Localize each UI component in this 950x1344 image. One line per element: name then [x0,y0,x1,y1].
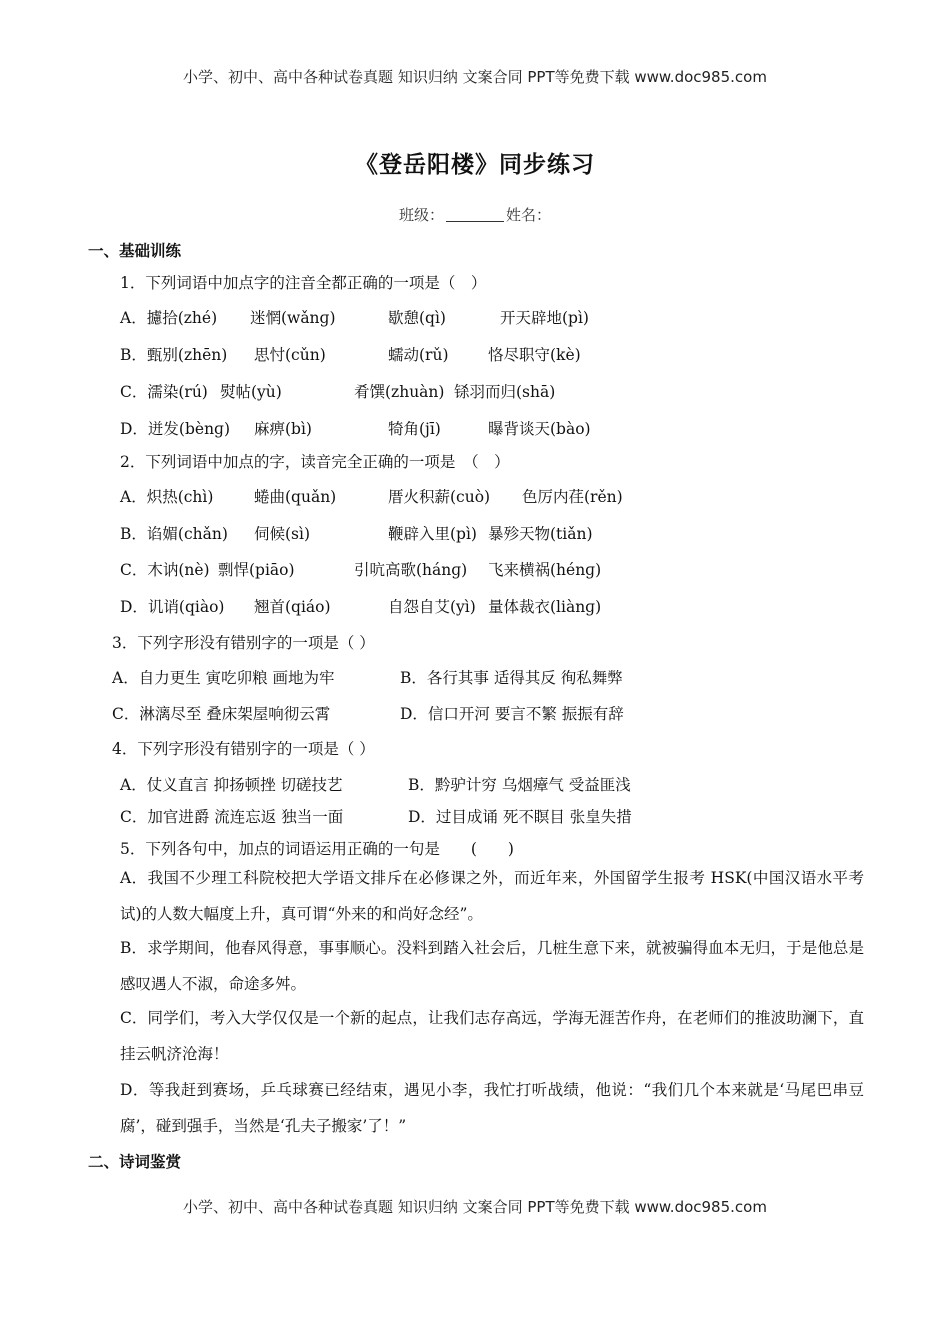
question-5-option-d: D．等我赶到赛场，乒乓球赛已经结束，遇见小李，我忙打听战绩，他说：“我们几个本来就是‘马尾巴串豆腐’，碰到强手，当然是‘孔夫子搬家’了！” [120,1081,864,1135]
page-header: 小学、初中、高中各种试卷真题 知识归纳 文案合同 PPT等免费下载 www.doc985.com [183,68,767,86]
question-1-stem: 1．下列词语中加点字的注音全都正确的一项是（ ） [120,274,487,292]
question-3-stem: 3．下列字形没有错别字的一项是（ ） [112,634,375,652]
page-footer: 小学、初中、高中各种试卷真题 知识归纳 文案合同 PPT等免费下载 www.doc985.com [183,1198,767,1216]
question-5-option-a: A．我国不少理工科院校把大学语文排斥在必修课之外，而近年来，外国留学生报考 HSK(中国汉语水平考试)的人数大幅度上升，真可谓“外来的和尚好念经”。 [120,869,864,923]
class-name-line [0,204,950,225]
question-4-stem: 4．下列字形没有错别字的一项是（ ） [112,740,375,758]
question-5-option-c: C．同学们，考入大学仅仅是一个新的起点，让我们志存高远，学海无涯苦作舟，在老师们的推波助澜下，直挂云帆济沧海！ [120,1009,864,1063]
section-basic-training: 一、基础训练 [88,241,182,260]
class-blank [446,207,504,222]
section-poetry-appreciation: 二、诗词鉴赏 [88,1152,182,1171]
question-2-stem: 2．下列词语中加点的字，读音完全正确的一项是 （ ） [120,453,510,471]
name-label: 姓名： [506,206,552,224]
class-label: 班级： [398,206,444,224]
question-5-option-b: B．求学期间，他春风得意，事事顺心。没料到踏入社会后，几桩生意下来，就被骗得血本无归，于是他总是感叹遇人不淑，命途多舛。 [120,939,864,993]
page-title: 《登岳阳楼》同步练习 [355,151,595,178]
question-5-stem: 5．下列各句中，加点的词语运用正确的一句是 ( ) [120,840,514,858]
